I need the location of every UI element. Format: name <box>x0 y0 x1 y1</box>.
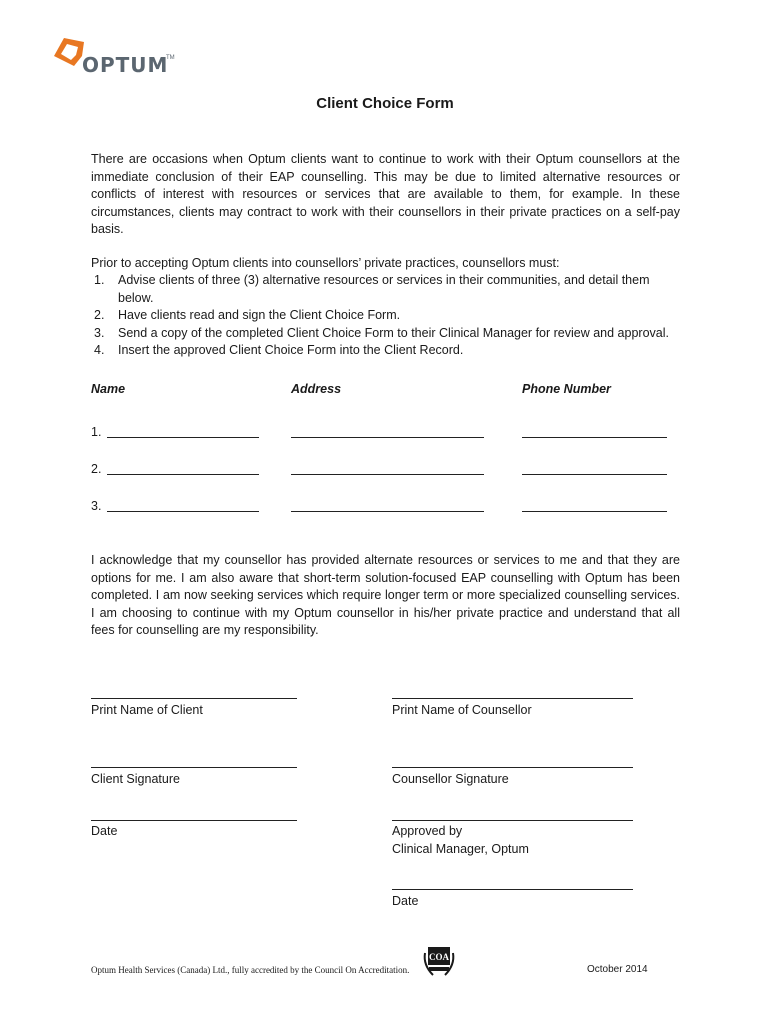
column-header-phone: Phone Number <box>522 382 611 396</box>
resource-2-name-field[interactable] <box>107 474 259 475</box>
resource-2-address-field[interactable] <box>291 474 484 475</box>
client-name-label: Print Name of Client <box>91 703 203 717</box>
coa-seal-text: COA <box>429 952 449 962</box>
list-item-number: 3. <box>94 325 105 340</box>
requirements-intro: Prior to accepting Optum clients into counsellors’ private practices, counsellors must: <box>91 256 560 270</box>
column-header-name: Name <box>91 382 126 396</box>
approved-by-label: Approved by <box>392 824 463 838</box>
client-name-field[interactable] <box>91 698 297 699</box>
counsellor-name-field[interactable] <box>392 698 633 699</box>
list-item-text: Insert the approved Client Choice Form into the Client Record. <box>118 343 464 357</box>
resource-2-phone-field[interactable] <box>522 474 667 475</box>
list-item-number: 4. <box>94 343 105 357</box>
counsellor-signature-label: Counsellor Signature <box>392 772 509 786</box>
resource-3-address-field[interactable] <box>291 511 484 512</box>
list-item <box>91 342 683 360</box>
approval-signature-field[interactable] <box>392 820 633 821</box>
counsellor-name-label: Print Name of Counsellor <box>392 703 532 717</box>
client-signature-field[interactable] <box>91 767 297 768</box>
resource-3-phone-field[interactable] <box>522 511 667 512</box>
trademark-mark: TM <box>166 55 175 61</box>
list-item-number: 2. <box>94 308 105 322</box>
intro-paragraph: There are occasions when Optum clients want to continue to work with their Optum counsellors at the immediate conclusion of their EAP counselling. This may be due to limited alternative resources or conflicts of interest with resources or services that are available to them, for example. In these circumstances, clients may contract to work with their counsellors in their private practices on a self-pay basis. <box>91 152 680 236</box>
list-item-text: Have clients read and sign the Client Choice Form. <box>118 308 401 322</box>
resource-row-number: 3. <box>91 499 102 513</box>
resource-1-address-field[interactable] <box>291 437 484 438</box>
requirements-list <box>91 272 683 360</box>
resource-1-phone-field[interactable] <box>522 437 667 438</box>
resource-3-name-field[interactable] <box>107 511 259 512</box>
resource-row-number: 2. <box>91 462 102 476</box>
form-date: October 2014 <box>587 964 648 975</box>
list-item <box>91 307 683 325</box>
client-date-field[interactable] <box>91 820 297 821</box>
list-item-text: Advise clients of three (3) alternative resources or services in their communities, and detail them below. <box>118 273 650 305</box>
resource-1-name-field[interactable] <box>107 437 259 438</box>
approval-date-field[interactable] <box>392 889 633 890</box>
list-item-text: Send a copy of the completed Client Choice Form to their Clinical Manager for review and approval. <box>118 325 669 340</box>
page-title: Client Choice Form <box>316 95 454 112</box>
list-item <box>91 325 683 343</box>
accreditation-note: Optum Health Services (Canada) Ltd., fully accredited by the Council On Accreditation. <box>91 965 410 975</box>
column-header-address: Address <box>291 382 342 396</box>
approver-title-label: Clinical Manager, Optum <box>392 842 529 856</box>
client-signature-label: Client Signature <box>91 772 180 786</box>
acknowledgement-paragraph: I acknowledge that my counsellor has provided alternate resources or services to me and that they are options for me. I am also aware that short-term solution-focused EAP counselling with Optum has been completed. I am now seeking services which require longer term or more specialized counselling services. I am choosing to continue with my Optum counsellor in his/her private practice and understand that all fees for counselling are my responsibility. <box>91 553 680 637</box>
approval-date-label: Date <box>392 894 419 908</box>
resource-row-number: 1. <box>91 425 102 439</box>
client-date-label: Date <box>91 824 118 838</box>
counsellor-signature-field[interactable] <box>392 767 633 768</box>
list-item-number: 1. <box>94 273 105 287</box>
list-item <box>91 272 683 307</box>
coa-seal-icon <box>419 945 459 979</box>
optum-wordmark: OPTUM <box>82 53 169 77</box>
